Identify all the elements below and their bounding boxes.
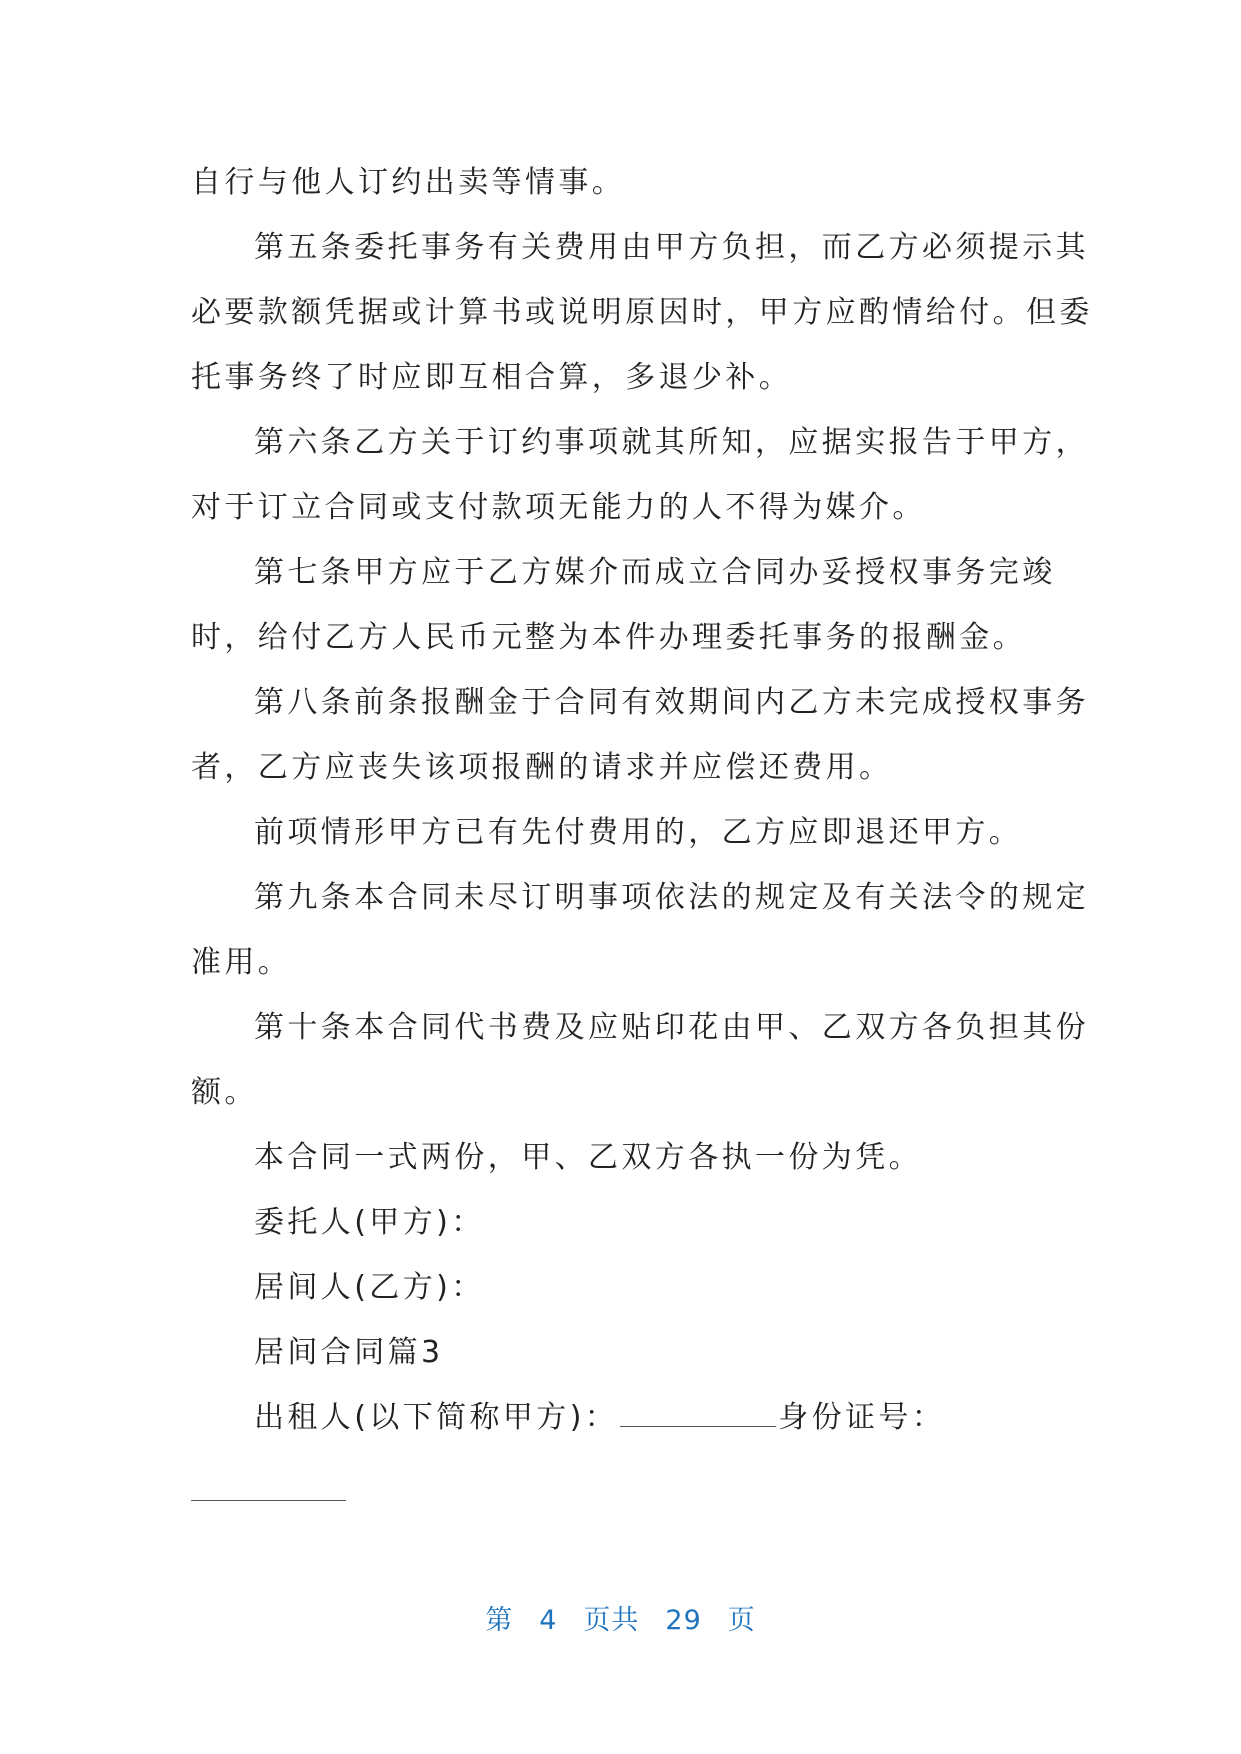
text-line: 第五条委托事务有关费用由甲方负担，而乙方必须提示其	[254, 230, 1089, 265]
text-line: 对于订立合同或支付款项无能力的人不得为媒介。	[191, 490, 926, 525]
section-heading: 居间合同篇3	[254, 1335, 444, 1370]
document-body	[191, 150, 1093, 1450]
text-line: 准用。	[191, 945, 292, 980]
text-line: 时，给付乙方人民币元整为本件办理委托事务的报酬金。	[191, 620, 1026, 655]
text-line: 必要款额凭据或计算书或说明原因时，甲方应酌情给付。但委	[191, 295, 1093, 330]
text-line: 者，乙方应丧失该项报酬的请求并应偿还费用。	[191, 750, 893, 785]
principal-signature-line: 委托人(甲方)：	[254, 1205, 485, 1240]
text-line: 第八条前条报酬金于合同有效期间内乙方未完成授权事务	[254, 685, 1089, 720]
id-number-label: 身份证号：	[778, 1400, 946, 1435]
page-footer	[0, 1598, 1241, 1637]
blank-field-underline	[191, 1500, 346, 1501]
text-line: 额。	[191, 1075, 258, 1110]
text-line: 托事务终了时应即互相合算，多退少补。	[191, 360, 793, 395]
text-line: 第七条甲方应于乙方媒介而成立合同办妥授权事务完竣	[254, 555, 1056, 590]
text-line: 第十条本合同代书费及应贴印花由甲、乙双方各负担其份	[254, 1010, 1089, 1045]
footer-page-label: 第	[485, 1605, 514, 1636]
blank-field-underline	[620, 1404, 776, 1427]
footer-page-of-label: 页共	[583, 1605, 640, 1636]
lessor-label: 出租人(以下简称甲方)：	[254, 1400, 619, 1435]
lessor-line	[191, 1385, 1031, 1450]
text-line: 第六条乙方关于订约事项就其所知，应据实报告于甲方，	[254, 425, 1089, 460]
text-line: 本合同一式两份，甲、乙双方各执一份为凭。	[254, 1140, 922, 1175]
text-line: 前项情形甲方已有先付费用的，乙方应即退还甲方。	[254, 815, 1023, 850]
text-line: 自行与他人订约出卖等情事。	[191, 165, 626, 200]
text-line: 第九条本合同未尽订明事项依法的规定及有关法令的规定	[254, 880, 1089, 915]
footer-page-total: 29	[665, 1605, 702, 1636]
footer-page-suffix: 页	[727, 1605, 756, 1636]
footer-page-number: 4	[539, 1605, 558, 1636]
intermediary-signature-line: 居间人(乙方)：	[254, 1270, 485, 1305]
